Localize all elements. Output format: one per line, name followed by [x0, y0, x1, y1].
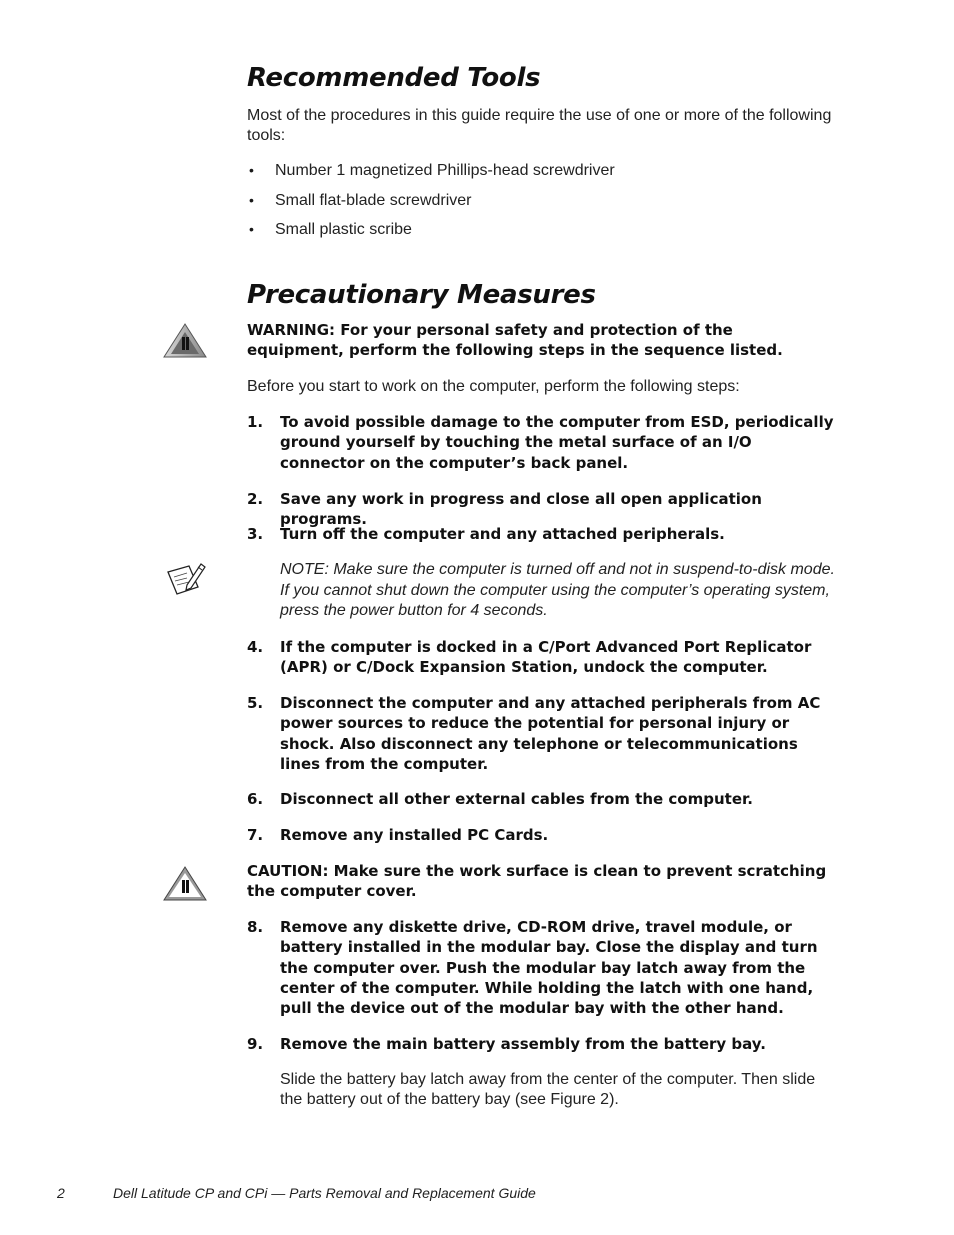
step-text: Turn off the computer and any attached peripherals.: [280, 525, 725, 543]
step-text: Disconnect all other external cables from the computer.: [280, 790, 753, 808]
section-heading-precautions: Precautionary Measures: [247, 280, 596, 310]
step-text: To avoid possible damage to the computer from ESD, periodically ground yourself by touching the metal surface of an I/O connector on the computer’s back panel.: [280, 413, 834, 472]
tool-item: Small plastic scribe: [275, 221, 412, 238]
step-number: 3.: [247, 525, 264, 543]
bullet-icon: •: [249, 162, 254, 178]
step-text: If the computer is docked in a C/Port Advanced Port Replicator (APR) or C/Dock Expansion Station, undock the computer.: [280, 638, 812, 677]
step-number: 7.: [247, 826, 264, 844]
tool-item: Small flat-blade screwdriver: [275, 192, 472, 209]
step-text: Remove any installed PC Cards.: [280, 826, 549, 844]
step-number: 4.: [247, 638, 264, 656]
step-text: Save any work in progress and close all open application programs.: [280, 490, 762, 529]
note-text: NOTE: Make sure the computer is turned off and not in suspend-to-disk mode. If you cannot shut down the computer using the computer’s operating system, press the power button for 4 seconds.: [280, 561, 835, 619]
step-number: 8.: [247, 918, 264, 936]
footer-title: Dell Latitude CP and CPi — Parts Removal and Replacement Guide: [113, 1185, 536, 1201]
steps-intro: Before you start to work on the computer, perform the following steps:: [247, 378, 740, 395]
step-number: 1.: [247, 413, 264, 431]
tool-item: Number 1 magnetized Phillips-head screwdriver: [275, 162, 615, 179]
step-number: 2.: [247, 490, 264, 508]
bullet-icon: •: [249, 221, 254, 237]
caution-text: CAUTION: Make sure the work surface is clean to prevent scratching the computer cover.: [247, 862, 827, 901]
caution-icon: [163, 866, 207, 902]
bullet-icon: •: [249, 192, 254, 208]
warning-text: WARNING: For your personal safety and protection of the equipment, perform the following steps in the sequence listed.: [247, 321, 783, 360]
step-text: Remove the main battery assembly from the battery bay.: [280, 1035, 766, 1053]
step-text: Disconnect the computer and any attached peripherals from AC power sources to reduce the potential for personal injury or shock. Also disconnect any telephone or telecommunications lines from the computer.: [280, 694, 821, 773]
note-pencil-icon: [165, 563, 207, 597]
step9-detail: Slide the battery bay latch away from the center of the computer. Then slide the battery out of the battery bay (see Figure 2).: [280, 1071, 816, 1108]
tools-intro: Most of the procedures in this guide require the use of one or more of the following tools:: [247, 107, 832, 144]
step-number: 6.: [247, 790, 264, 808]
step-text: Remove any diskette drive, CD-ROM drive, travel module, or battery installed in the modular bay. Close the display and turn the computer over. Push the modular bay latch away from the center of the computer. While holding the latch with one hand, pull the device out of the modular bay with the other hand.: [280, 918, 818, 1018]
page-number: 2: [57, 1185, 65, 1201]
step-number: 9.: [247, 1035, 264, 1053]
warning-icon: [163, 323, 207, 359]
step-number: 5.: [247, 694, 264, 712]
section-heading-tools: Recommended Tools: [247, 63, 541, 93]
